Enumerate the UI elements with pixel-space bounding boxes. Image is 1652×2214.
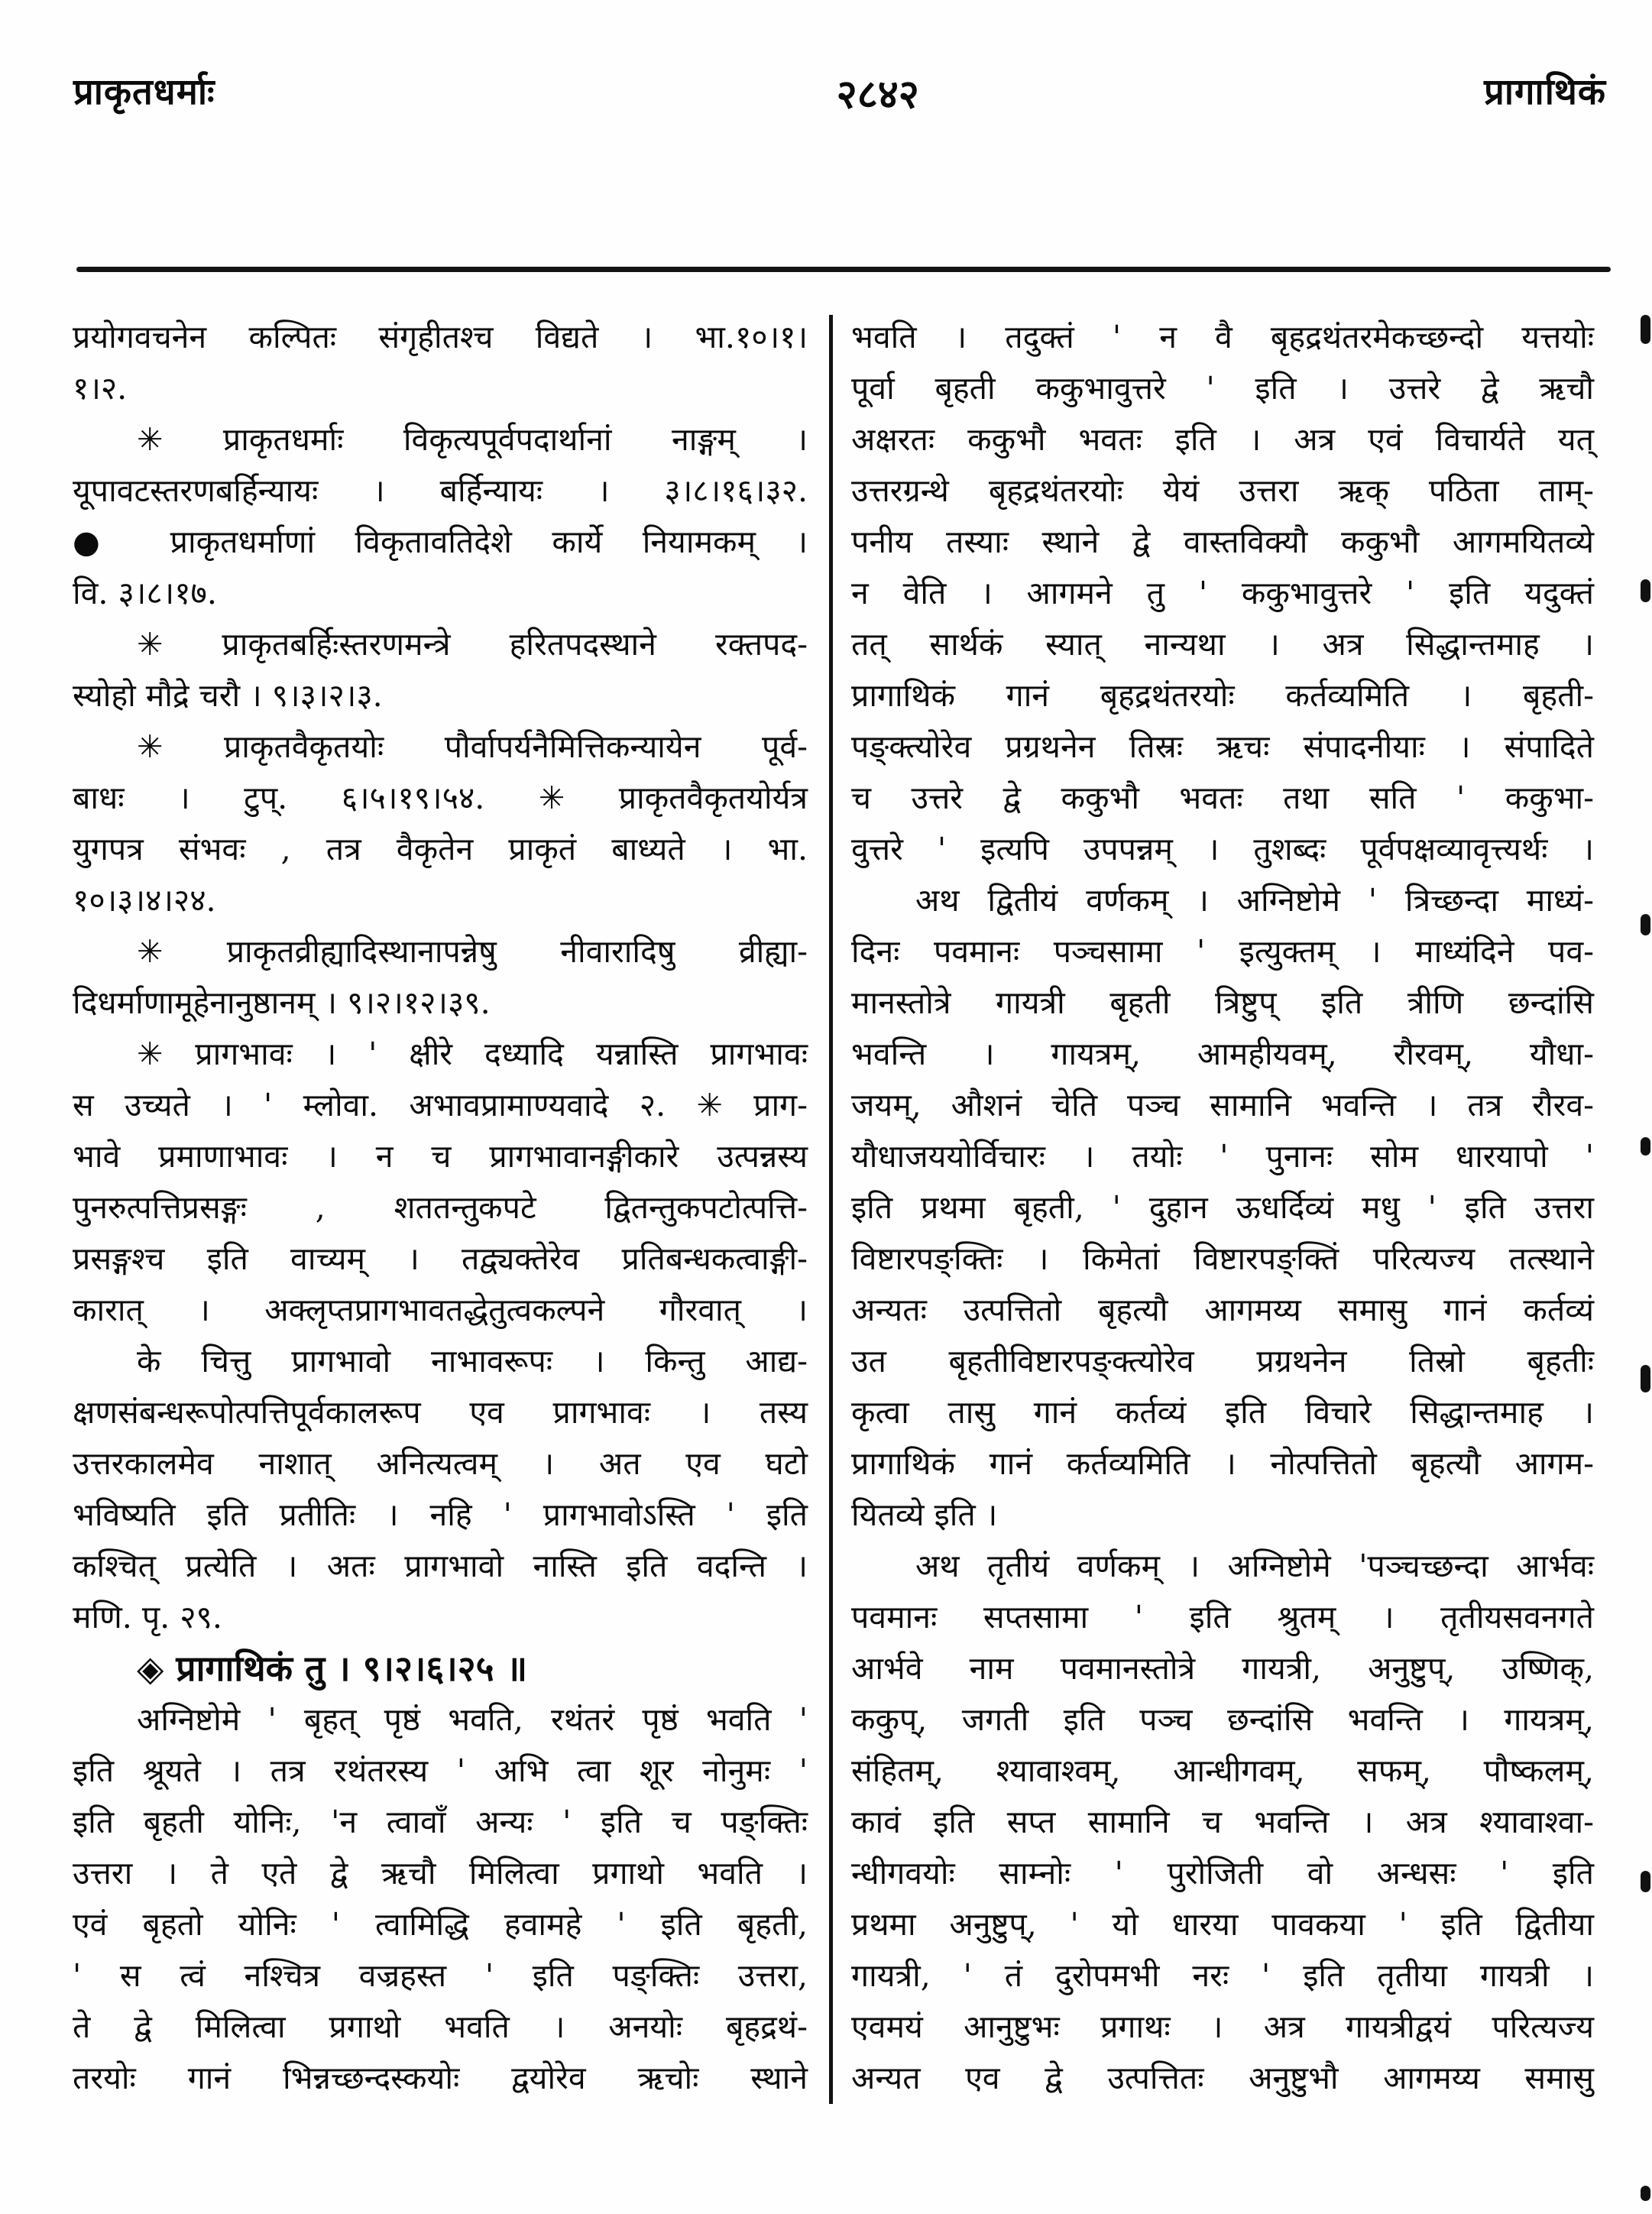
text-line: भावे प्रमाणाभावः । न च प्रागभावानङ्गीकारे उत्पन्नस्य [73,1138,808,1175]
text-line: पवमानः सप्तसामा ' इति श्रुतम् । तृतीयसवनगते [851,1599,1594,1635]
text-line: न्धीगवयोः साम्नोः ' पुरोजिती वो अन्धसः ' इति [851,1855,1594,1891]
text-line: क्षणसंबन्धरूपोत्पत्तिपूर्वकालरूप एव प्रागभावः । तस्य [73,1394,808,1431]
text-line: स्योहो मौद्रे चरौ । ९।३।२।३. [73,677,383,714]
text-line: इति प्रथमा बृहती, ' दुहान ऊधर्दिव्यं मधु ' इति उत्तरा [851,1189,1594,1226]
text-line: प्रागाथिकं गानं बृहद्रथंतरयोः कर्तव्यमिति । बृहती- [851,677,1594,714]
column-divider [829,315,833,2104]
text-line: जयम्, औशनं चेति पञ्च सामानि भवन्ति । तत्र रौरव- [851,1087,1594,1123]
text-line: १०।३।४।२४. [73,882,216,919]
header-right-keyword: प्रागाथिकं [1484,71,1606,113]
text-line: अथ द्वितीयं वर्णकम् । अग्निष्टोमे ' त्रिच्छन्दा माध्यं- [915,882,1594,919]
scan-artifact [1641,914,1650,935]
text-line: अथ तृतीयं वर्णकम् । अग्निष्टोमे 'पञ्चच्छन्दा आर्भवः [915,1548,1594,1584]
text-line: पुनरुत्पत्तिप्रसङ्गः , शततन्तुकपटे द्वितन्तुकपटोत्पत्ति- [73,1189,808,1226]
text-line: मानस्तोत्रे गायत्री बृहती त्रिष्टुप् इति त्रीणि छन्दांसि [851,984,1594,1021]
scan-artifact [1641,2186,1650,2201]
text-line: मणि. पृ. २९. [73,1599,222,1635]
text-line: ' स त्वं नश्चित्र वज्रहस्त ' इति पङ्क्तिः उत्तरा, [73,1957,808,1994]
text-line: युगपत्र संभवः , तत्र वैकृतेन प्राकृतं बाध्यते । भा. [73,831,808,867]
scan-artifact [1641,1137,1650,1156]
text-line: प्रयोगवचनेन कल्पितः संगृहीतश्च विद्यते । भा.१०।१। [73,319,808,355]
text-line: वि. ३।८।१७. [73,575,217,611]
text-line: ✳ प्राकृतव्रीह्यादिस्थानापन्नेषु नीवारादिषु व्रीह्या- [137,933,808,970]
text-line: भवन्ति । गायत्रम्, आमहीयवम्, रौरवम्, यौधा- [851,1036,1594,1072]
entry-heading-line: ◈ प्रागाथिकं तु । ९।२।६।२५ ॥ [137,1648,528,1689]
text-line: अन्यतः उत्पत्तितो बृहत्यौ आगमय्य समासु गानं कर्तव्यं [851,1292,1594,1328]
text-line: एवमयं आनुष्टुभः प्रगाथः । अत्र गायत्रीद्वयं परित्यज्य [851,2008,1594,2045]
text-line: ● प्राकृतधर्माणां विकृतावतिदेशे कार्ये नियामकम् । [73,524,808,560]
text-line: न वेति । आगमने तु ' ककुभावुत्तरे ' इति यदुक्तं [851,575,1594,611]
text-line: इति बृहती योनिः, 'न त्वावाँ अन्यः ' इति च पङ्क्तिः [73,1804,808,1840]
scan-artifact [1641,1365,1650,1392]
text-line: आर्भवे नाम पवमानस्तोत्रे गायत्री, अनुष्टुप्, उष्णिक्, [851,1650,1594,1687]
text-line: यौधाजययोर्विचारः । तयोः ' पुनानः सोम धारयापो ' [851,1138,1594,1175]
text-line: तरयोः गानं भिन्नच्छन्दस्कयोः द्वयोरेव ऋचोः स्थाने [73,2060,808,2096]
text-line: ✳ प्राकृतधर्माः विकृत्यपूर्वपदार्थानां नाङ्गम् । [137,421,808,458]
text-line: संहितम्, श्यावाश्वम्, आन्धीगवम्, सफम्, पौष्कलम्, [851,1752,1594,1789]
text-line: प्रथमा अनुष्टुप्, ' यो धारया पावकया ' इति द्वितीया [851,1906,1594,1943]
text-line: कृत्वा तासु गानं कर्तव्यं इति विचारे सिद्धान्तमाह । [851,1394,1594,1431]
header-rule [76,267,1611,272]
text-line: ते द्वे मिलित्वा प्रगाथो भवति । अनयोः बृहद्रथं- [73,2008,808,2045]
text-line: च उत्तरे द्वे ककुभौ भवतः तथा सति ' ककुभा- [851,780,1594,816]
text-line: यूपावटस्तरणबर्हिन्यायः । बर्हिन्यायः । ३।८।१६।३२. [73,472,808,509]
text-line: प्रागाथिकं गानं कर्तव्यमिति । नोत्पत्तितो बृहत्यौ आगम- [851,1445,1594,1482]
scan-artifact [1641,1871,1650,1892]
text-line: उत्तरा । ते एते द्वे ऋचौ मिलित्वा प्रगाथो भवति । [73,1855,808,1891]
text-line: दिनः पवमानः पञ्चसामा ' इत्युक्तम् । माध्यंदिने पव- [851,933,1594,970]
header-left-keyword: प्राकृतधर्माः [73,71,215,113]
text-line: प्रसङ्गश्च इति वाच्यम् । तद्व्यक्तेरेव प्रतिबन्धकत्वाङ्गी- [73,1240,808,1277]
text-line: विष्टारपङ्क्तिः । किमेतां विष्टारपङ्क्तिं परित्यज्य तत्स्थाने [851,1240,1594,1277]
text-line: ✳ प्राकृतबर्हिःस्तरणमन्त्रे हरितपदस्थाने रक्तपद- [137,626,808,663]
text-line: गायत्री, ' तं दुरोपमभी नरः ' इति तृतीया गायत्री । [851,1957,1594,1994]
text-line: अक्षरतः ककुभौ भवतः इति । अत्र एवं विचार्यते यत् [851,421,1594,458]
text-line: अग्निष्टोमे ' बृहत् पृष्ठं भवति, रथंतरं पृष्ठं भवति ' [137,1701,808,1738]
text-line: यितव्ये इति । [851,1496,998,1533]
text-line: तत् सार्थकं स्यात् नान्यथा । अत्र सिद्धान्तमाह । [851,626,1594,663]
text-line: स उच्यते । ' म्लोवा. अभावप्रामाण्यवादे २. ✳ प्राग- [73,1087,808,1123]
text-line: वुत्तरे ' इत्यपि उपपन्नम् । तुशब्दः पूर्वपक्षव्यावृत्त्यर्थः । [851,831,1594,867]
page-header [73,66,1606,118]
text-line: बाधः । टुप्. ६।५।१९।५४. ✳ प्राकृतवैकृतयोर्यत्र [73,780,808,816]
text-line: के चित्तु प्रागभावो नाभावरूपः । किन्तु आद्य- [137,1343,808,1379]
text-line: पूर्वा बृहती ककुभावुत्तरे ' इति । उत्तरे द्वे ऋचौ [851,370,1594,407]
scan-artifact [1641,579,1650,602]
text-columns [73,312,1595,2104]
text-line: १।२. [73,370,128,407]
left-column [73,312,808,2104]
text-line: ✳ प्राकृतवैकृतयोः पौर्वापर्यनैमित्तिकन्यायेन पूर्व- [137,728,808,765]
page-number: २८४२ [836,71,919,118]
text-line: ✳ प्रागभावः । ' क्षीरे दध्यादि यन्नास्ति प्रागभावः [137,1036,808,1072]
text-line: इति श्रूयते । तत्र रथंतरस्य ' अभि त्वा शूर नोनुमः ' [73,1752,808,1789]
text-line: अन्यत एव द्वे उत्पत्तितः अनुष्टुभौ आगमय्य समासु [851,2060,1594,2096]
text-line: पनीय तस्याः स्थाने द्वे वास्तविक्यौ ककुभौ आगमयितव्ये [851,524,1594,560]
text-line: उत्तरकालमेव नाशात् अनित्यत्वम् । अत एव घटो [73,1445,808,1482]
text-line: भवति । तदुक्तं ' न वै बृहद्रथंतरमेकच्छन्दो यत्तयोः [851,319,1594,355]
text-line: कावं इति सप्त सामानि च भवन्ति । अत्र श्यावाश्वा- [851,1804,1594,1840]
text-line: उत बृहतीविष्टारपङ्क्त्योरेव प्रग्रथनेन तिस्रो बृहतीः [851,1343,1594,1379]
text-line: पङ्क्त्योरेव प्रग्रथनेन तिस्रः ऋचः संपादनीयाः । संपादिते [851,728,1594,765]
text-line: भविष्यति इति प्रतीतिः । नहि ' प्रागभावोऽस्ति ' इति [73,1496,808,1533]
text-line: कश्चित् प्रत्येति । अतः प्रागभावो नास्ति इति वदन्ति । [73,1548,808,1584]
text-line: एवं बृहतो योनिः ' त्वामिद्धि हवामहे ' इति बृहती, [73,1906,808,1943]
text-line: उत्तरग्रन्थे बृहद्रथंतरयोः येयं उत्तरा ऋक् पठिता ताम्- [851,472,1594,509]
text-line: ककुप्, जगती इति पञ्च छन्दांसि भवन्ति । गायत्रम्, [851,1701,1594,1738]
right-column [851,312,1594,2104]
text-line: कारात् । अक्लृप्तप्रागभावतद्धेतुत्वकल्पने गौरवात् । [73,1292,808,1328]
scan-artifact [1641,315,1650,344]
text-line: दिधर्माणामूहेनानुष्ठानम् । ९।२।१२।३९. [73,984,491,1021]
